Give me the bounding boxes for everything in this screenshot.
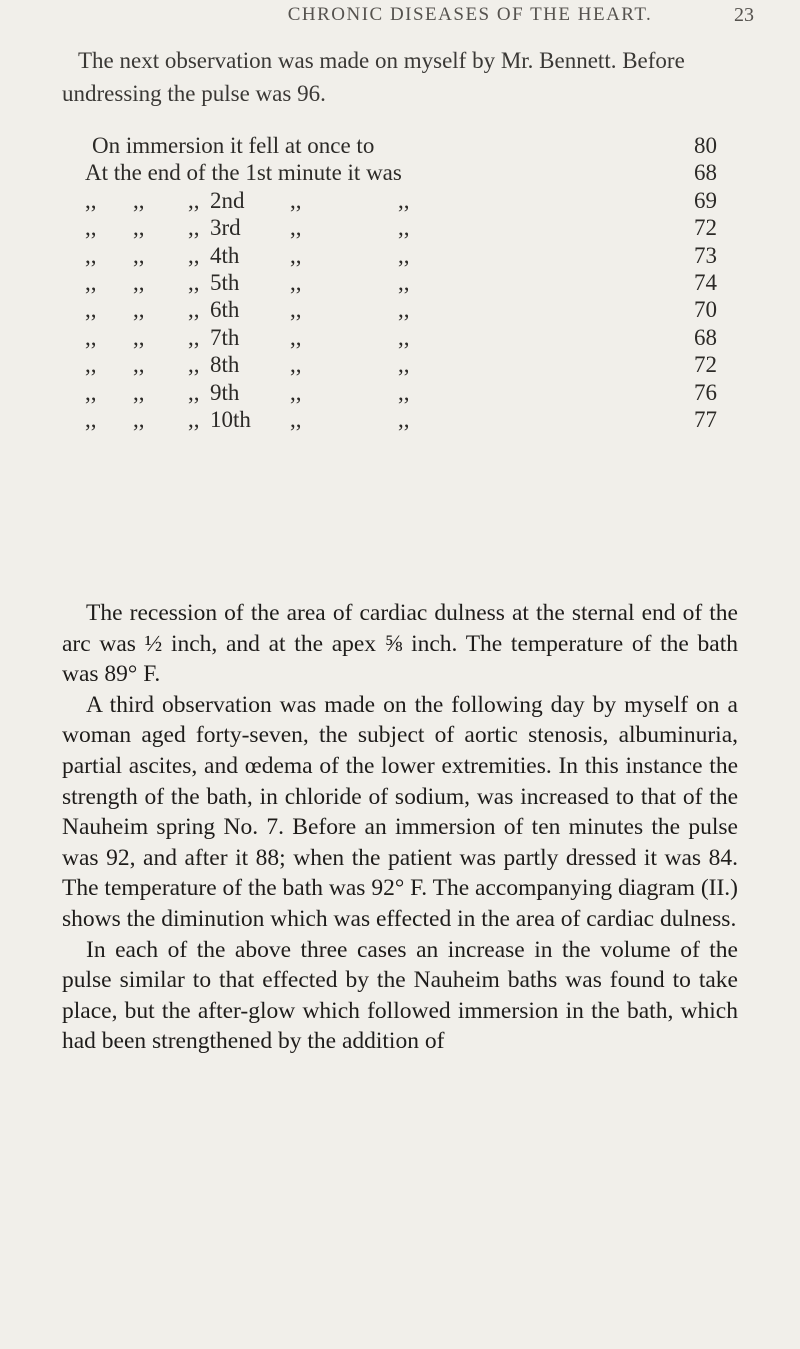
paragraph: In each of the above three cases an increase in the volume of the pulse similar to that effected by the Nauheim baths was found to take place, but the after-glow which followed immersion in the bath, which had been strengthened by the addition of [62, 936, 738, 1055]
ditto-mark: ,, [133, 352, 145, 378]
minute-ordinal: 3rd [210, 215, 241, 241]
running-head: CHRONIC DISEASES OF THE HEART. [287, 4, 653, 25]
ditto-mark: ,, [290, 187, 302, 213]
table-row [80, 324, 740, 351]
minute-ordinal: 2nd [210, 187, 245, 213]
table-row [80, 132, 740, 159]
ditto-mark: ,, [188, 215, 200, 241]
table-row [80, 159, 740, 186]
ditto-mark: ,, [85, 324, 97, 350]
ditto-mark: ,, [188, 269, 200, 295]
ditto-mark: ,, [188, 379, 200, 405]
pulse-value: 80 [694, 133, 717, 158]
ditto-mark: ,, [85, 269, 97, 295]
page-header [0, 4, 800, 30]
ditto-mark: ,, [85, 187, 97, 213]
minute-ordinal: 5th [210, 269, 240, 295]
ditto-mark: ,, [188, 242, 200, 268]
paragraph: The recession of the area of cardiac dulness at the sternal end of the arc was ½ inch, and at the apex ⅝ inch. The temperature of the bath was 89° F. [62, 600, 738, 688]
ditto-mark: ,, [85, 406, 97, 432]
minute-ordinal: 6th [210, 297, 240, 323]
paragraph: A third observation was made on the following day by myself on a woman aged forty-seven, the subject of aortic stenosis, albuminuria, partial ascites, and œdema of the lower extremities. In this instance the strength of the bath, in chloride of sodium, was increased to that of the Nauheim spring No. 7. Before an immersion of ten minutes the pulse was 92, and after it 88; when the patient was partly dressed it was 84. The temperature of the bath was 92° F. The accompanying diagram (II.) shows the diminution which was effected in the area of cardiac dulness. [62, 691, 738, 932]
ditto-mark: ,, [85, 242, 97, 268]
ditto-mark: ,, [398, 242, 410, 268]
ditto-mark: ,, [398, 324, 410, 350]
ditto-mark: ,, [188, 187, 200, 213]
minute-ordinal: 8th [210, 352, 240, 378]
ditto-mark: ,, [188, 324, 200, 350]
pulse-value: 69 [694, 187, 717, 213]
pulse-value: 77 [694, 406, 717, 432]
ditto-mark: ,, [290, 406, 302, 432]
ditto-mark: ,, [188, 352, 200, 378]
ditto-mark: ,, [290, 297, 302, 323]
pulse-value: 72 [694, 352, 717, 378]
table-row [80, 351, 740, 378]
ditto-mark: ,, [290, 324, 302, 350]
ditto-mark: ,, [398, 352, 410, 378]
pulse-value: 68 [694, 324, 717, 350]
ditto-mark: ,, [290, 379, 302, 405]
intro-paragraph: The next observation was made on myself by Mr. Bennett. Before undressing the pulse was 96. [62, 48, 685, 106]
minute-ordinal: 7th [210, 324, 240, 350]
ditto-mark: ,, [398, 187, 410, 213]
table-row [80, 242, 740, 269]
table-row [80, 187, 740, 214]
minute-ordinal: 9th [210, 379, 240, 405]
table-row [80, 269, 740, 296]
ditto-mark: ,, [85, 379, 97, 405]
ditto-mark: ,, [133, 242, 145, 268]
pulse-value: 68 [694, 160, 717, 186]
ditto-mark: ,, [133, 324, 145, 350]
pulse-value: 73 [694, 242, 717, 268]
minute-ordinal: 4th [210, 242, 240, 268]
body-text [62, 598, 738, 1057]
ditto-mark: ,, [188, 297, 200, 323]
ditto-mark: ,, [133, 187, 145, 213]
ditto-mark: ,, [398, 379, 410, 405]
ditto-mark: ,, [133, 406, 145, 432]
ditto-mark: ,, [290, 242, 302, 268]
ditto-mark: ,, [133, 215, 145, 241]
table-row [80, 406, 740, 433]
ditto-mark: ,, [290, 269, 302, 295]
intro-paragraph-block [62, 44, 757, 110]
pulse-value: 70 [694, 297, 717, 323]
table-row [80, 296, 740, 323]
ditto-mark: ,, [290, 215, 302, 241]
table-row [80, 379, 740, 406]
pulse-value: 74 [694, 269, 717, 295]
pulse-value: 76 [694, 379, 717, 405]
ditto-mark: ,, [133, 269, 145, 295]
minute-ordinal: 10th [210, 406, 251, 432]
ditto-mark: ,, [398, 269, 410, 295]
ditto-mark: ,, [398, 215, 410, 241]
page-number: 23 [734, 4, 754, 26]
row-label: On immersion it fell at once to [92, 133, 375, 158]
ditto-mark: ,, [398, 406, 410, 432]
ditto-mark: ,, [290, 352, 302, 378]
ditto-mark: ,, [133, 297, 145, 323]
ditto-mark: ,, [85, 352, 97, 378]
ditto-mark: ,, [85, 215, 97, 241]
table-row [80, 214, 740, 241]
pulse-table [80, 132, 740, 433]
ditto-mark: ,, [133, 379, 145, 405]
ditto-mark: ,, [188, 406, 200, 432]
pulse-value: 72 [694, 215, 717, 241]
ditto-mark: ,, [85, 297, 97, 323]
ditto-mark: ,, [398, 297, 410, 323]
row-label: At the end of the 1st minute it was [85, 160, 402, 186]
